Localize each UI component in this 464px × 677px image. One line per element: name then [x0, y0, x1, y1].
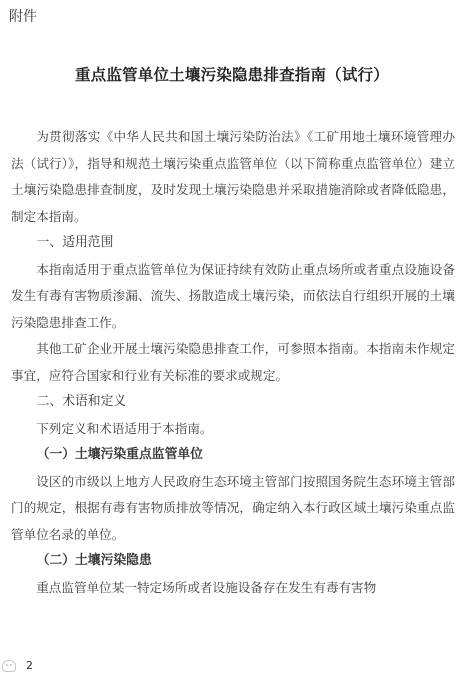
section-heading-scope: 一、适用范围	[36, 235, 114, 250]
terms-paragraph: 下列定义和术语适用于本指南。	[36, 420, 213, 436]
tadpole-watermark-icon	[2, 660, 16, 672]
document-title: 重点监管单位土壤污染隐患排查指南（试行）	[74, 66, 389, 84]
page-number: 2	[26, 659, 33, 672]
document-body	[11, 124, 455, 601]
key-unit-paragraph: 设区的市级以上地方人民政府生态环境主管部门按照国务院生态环境主管部门的规定，根据有毒有害物质排放等情况，确定纳入本行政区域土壤污染重点监管单位名录的单位。	[11, 473, 455, 542]
intro-paragraph: 为贯彻落实《中华人民共和国土壤污染防治法》《工矿用地土壤环境管理办法（试行）》，指导和规范土壤污染重点监管单位（以下简称重点监管单位）建立土壤污染隐患排查制度，及时发现土壤污染隐患并采取措施消除或者降低隐患，制定本指南。	[11, 129, 455, 224]
scope-paragraph-2: 其他工矿企业开展土壤污染隐患排查工作，可参照本指南。本指南未作规定事宜，应符合国家和行业有关标准的要求或规定。	[11, 341, 455, 383]
scope-paragraph-1: 本指南适用于重点监管单位为保证持续有效防止重点场所或者重点设施设备发生有毒有害物质渗漏、流失、扬散造成土壤污染，而依法自行组织开展的土壤污染隐患排查工作。	[11, 261, 455, 330]
section-heading-terms: 二、术语和定义	[36, 394, 127, 409]
watermark	[2, 658, 16, 674]
subheading-key-unit: （一）土壤污染重点监管单位	[36, 447, 203, 462]
pollution-hazard-paragraph: 重点监管单位某一特定场所或者设施设备存在发生有毒有害物	[36, 579, 377, 595]
subheading-pollution-hazard: （二）土壤污染隐患	[36, 553, 152, 568]
attachment-label: 附件	[9, 9, 37, 25]
